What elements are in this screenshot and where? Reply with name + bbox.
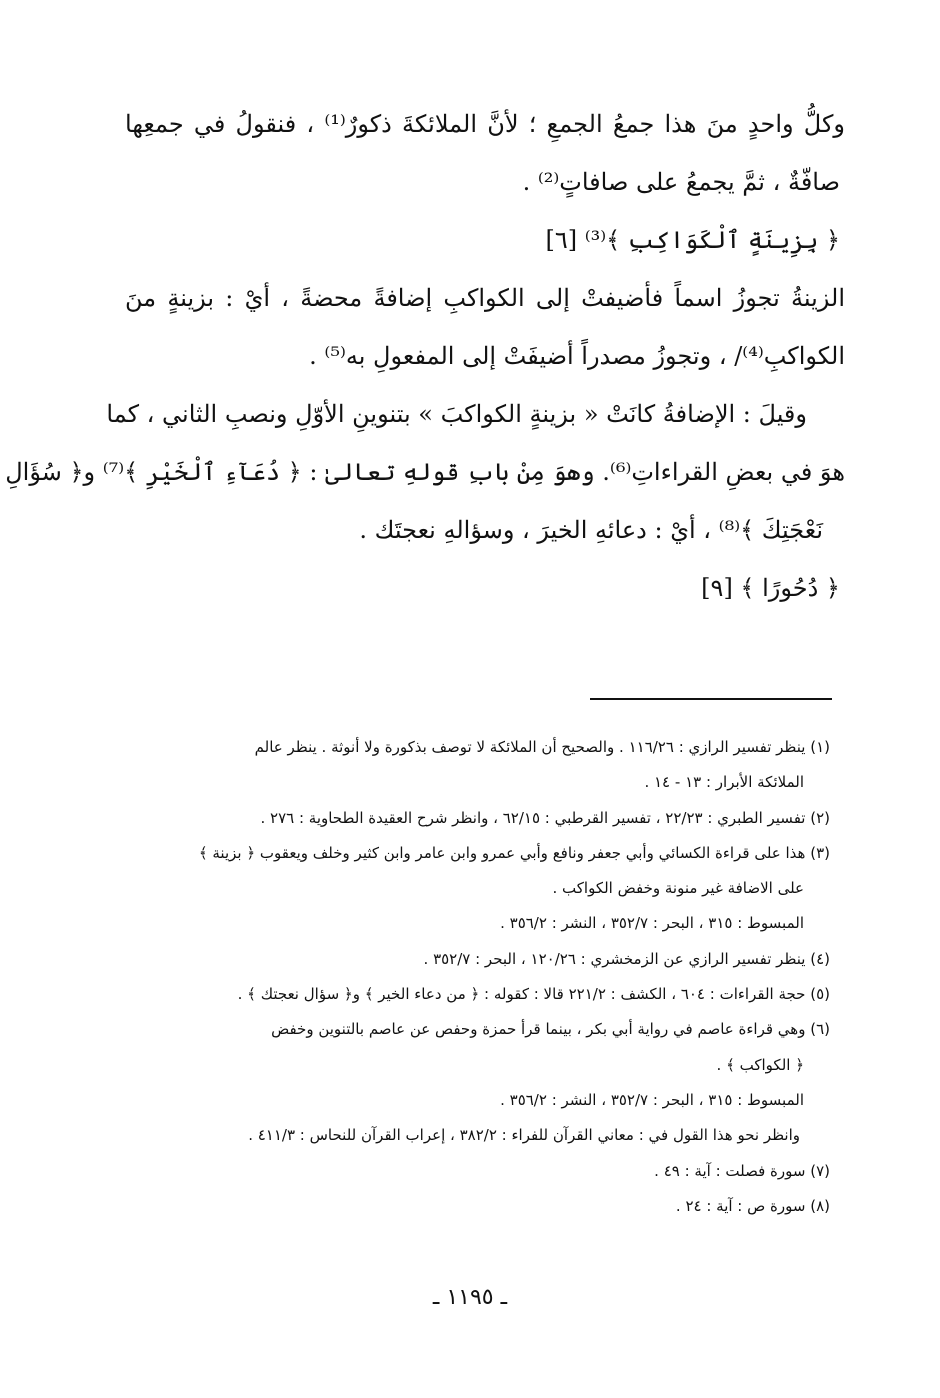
verse-heading-6: ﴿ بِزِينَةٍ ٱلْكَوَاكِبِ ﴾⁽³⁾ [٦] [545,226,840,254]
footnotes [125,730,830,1224]
footnote-4: (٤) ينظر تفسير الرازي عن الزمخشري : ١٢٠/٢٦ ، البحر : ٣٥٢/٧ . [423,949,830,968]
verse-heading-9: ﴿ دُحُورًا ﴾ [٩] [701,574,840,602]
main-line-7: هوَ في بعضِ القراءاتِ⁽⁶⁾. وهوَ مِنْ بابِ قولهِ تعالىٰ : ﴿ دُعَآءِ ٱلْخَيْرِ ﴾⁽⁷⁾ و﴿ سُؤَالِ [5,458,845,486]
main-line-4: الزينةُ تجوزُ اسماً فأضيفتْ إلى الكواكبِ إضافةً محضةً ، أيْ : بزينةٍ منَ [125,284,845,312]
footnote-3-cont: على الاضافة غير منونة وخفض الكواكب . [552,879,804,898]
footnote-7: (٧) سورة فصلت : آية : ٤٩ . [654,1161,830,1180]
footnote-8: (٨) سورة ص : آية : ٢٤ . [675,1196,830,1215]
main-line-1: وكلُّ واحدٍ منَ هذا جمعُ الجمعِ ؛ لأنَّ الملائكةَ ذكورٌ⁽¹⁾ ، فنقولُ في جمعِها [125,110,845,138]
main-line-6: وقيلَ : الإضافةُ كانَتْ « بزينةٍ الكواكبَ » بتنوينِ الأوّلِ ونصبِ الثاني ، كما [106,400,807,428]
footnote-separator [590,698,832,700]
footnote-5: (٥) حجة القراءات : ٦٠٤ ، الكشف : ٢٢١/٢ قالا : كقوله : ﴿ من دعاء الخير ﴾ و﴿ سؤال نعجتك ﴾ . [237,985,830,1004]
footnote-3-sources: المبسوط : ٣١٥ ، البحر : ٣٥٢/٧ ، النشر : ٣٥٦/٢ . [500,914,804,933]
footnote-1-cont: الملائكة الأبرار : ١٣ - ١٤ . [644,773,804,792]
footnote-6-sources: المبسوط : ٣١٥ ، البحر : ٣٥٢/٧ ، النشر : ٣٥٦/٢ . [500,1090,804,1109]
footnote-2: (٢) تفسير الطبري : ٢٢/٢٣ ، تفسير القرطبي : ٦٢/١٥ ، وانظر شرح العقيدة الطحاوية : ٢٧٦ . [260,808,830,827]
page-number: ـ ١١٩٥ ـ [432,1285,508,1310]
main-text [5,95,845,617]
main-line-8: نَعْجَتِكَ ﴾⁽⁸⁾ ، أيْ : دعائهِ الخيرَ ، وسؤالهِ نعجتَك . [359,516,823,544]
footnote-1: (١) ينظر تفسير الرازي : ١١٦/٢٦ . والصحيح أن الملائكة لا توصف بذكورة ولا أنوثة . ينظر عالم [254,738,830,756]
main-line-5: الكواكبِ⁽⁴⁾/ ، وتجوزُ مصدراً أضيفَتْ إلى المفعولِ به⁽⁵⁾ . [309,342,845,370]
main-line-2: صافّةٌ ، ثمَّ يجمعُ على صافاتٍ⁽²⁾ . [522,168,840,196]
footnote-6: (٦) وهي قراءة عاصم في رواية أبي بكر ، بينما قرأ حمزة وحفص عن عاصم بالتنوين وخفض [271,1020,830,1039]
footnote-6-see-also: وانظر نحو هذا القول في : معاني القرآن للفراء : ٣٨٢/٢ ، إعراب القرآن للنحاس : ٤١١/٣ . [248,1126,800,1145]
footnote-3: (٣) هذا على قراءة الكسائي وأبي جعفر ونافع وأبي عمرو وابن عامر وابن كثير وخلف ويعقوب ﴿ بزينة ﴾ [198,843,830,862]
footnote-6-cont: ﴿ الكواكب ﴾ . [716,1055,804,1074]
